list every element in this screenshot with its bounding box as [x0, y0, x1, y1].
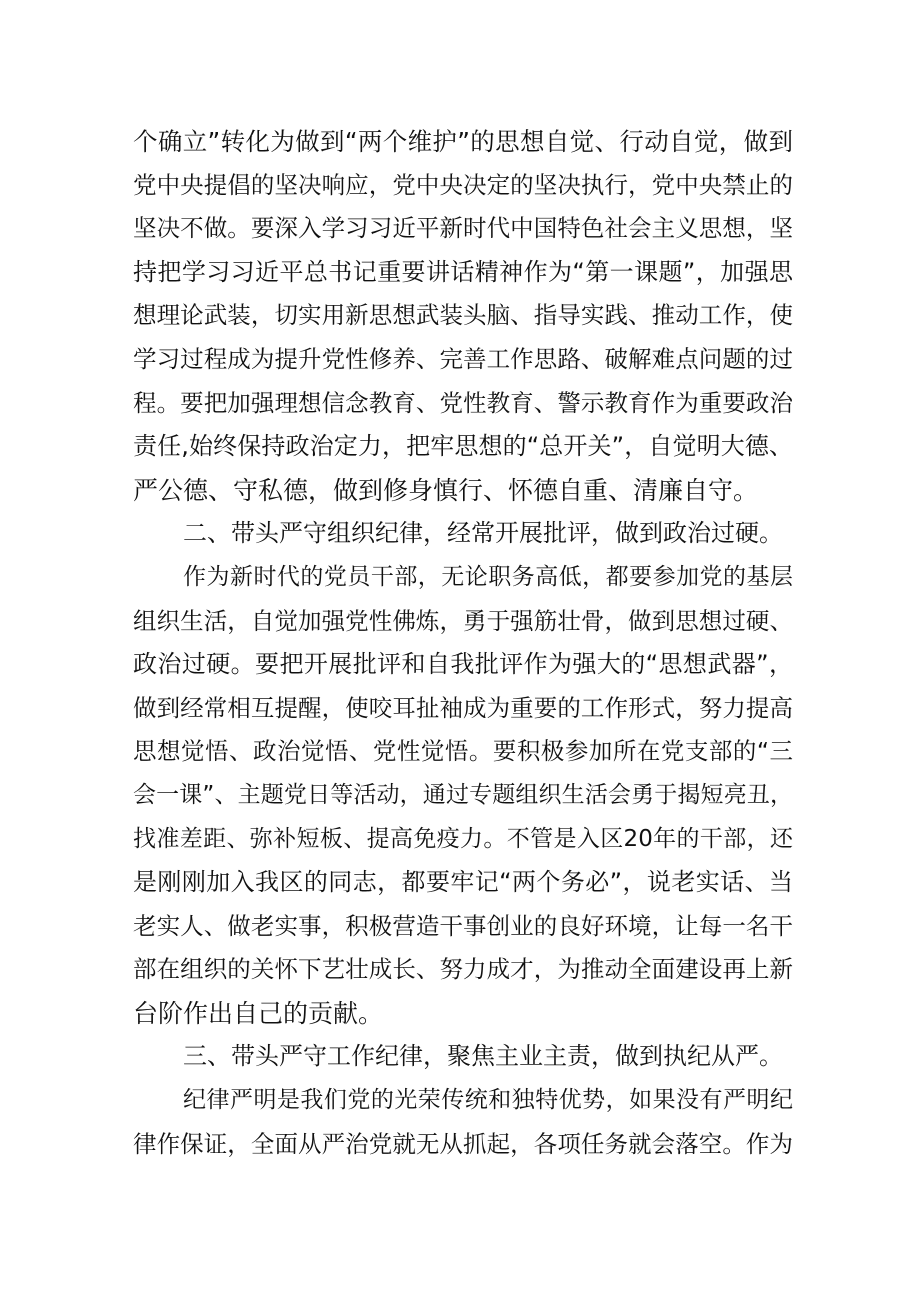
text-line: 老实人、做老实事，积极营造干事创业的良好环境，让每一名干	[133, 911, 793, 940]
paragraph-first-line: 二、带头严守组织纪律，经常开展批评，做到政治过硬。	[183, 519, 783, 548]
text-line: 政治过硬。要把开展批评和自我批评作为强大的“思想武器”，	[133, 650, 793, 679]
text-line: 学习过程成为提升党性修养、完善工作思路、破解难点问题的过	[133, 344, 793, 373]
text-line: 会一课”、主题党日等活动，通过专题组织生活会勇于揭短亮丑，	[133, 781, 793, 808]
text-line: 责任,始终保持政治定力，把牢思想的“总开关”，自觉明大德、	[133, 432, 793, 461]
text-line: 律作保证，全面从严治党就无从抓起，各项任务就会落空。作为	[133, 1129, 793, 1158]
text-line: 做到经常相互提醒，使咬耳扯袖成为重要的工作形式，努力提高	[133, 693, 793, 722]
text-line: 党中央提倡的坚决响应，党中央决定的坚决执行，党中央禁止的	[133, 170, 793, 199]
text-line: 想理论武装，切实用新思想武装头脑、指导实践、推动工作，使	[133, 301, 793, 330]
text-line: 部在组织的关怀下艺壮成长、努力成才，为推动全面建设再上新	[133, 955, 793, 984]
paragraph-first-line: 作为新时代的党员干部，无论职务高低，都要参加党的基层	[183, 563, 793, 590]
text-line: 台阶作出自己的贡献。	[133, 998, 384, 1028]
text-line: 严公德、守私德，做到修身慎行、怀德自重、清廉自守。	[133, 475, 759, 505]
text-line: 组织生活，自觉加强党性佛炼，勇于强筋壮骨，做到思想过硬、	[133, 606, 793, 635]
text-line: 是刚刚加入我区的同志，都要牢记“两个务必”，说老实话、当	[133, 868, 793, 897]
text-line: 持把学习习近平总书记重要讲话精神作为“第一课题”，加强思	[133, 257, 793, 286]
paragraph-first-line: 纪律严明是我们党的光荣传统和独特优势，如果没有严明纪	[183, 1087, 793, 1114]
text-line: 个确立”转化为做到“两个维护”的思想自觉、行动自觉，做到	[133, 127, 793, 156]
text-line: 思想觉悟、政治觉悟、党性觉悟。要积极参加所在党支部的“三	[133, 737, 793, 766]
paragraph-first-line: 三、带头严守工作纪律，聚焦主业主责，做到执纪从严。	[183, 1042, 783, 1071]
text-line: 坚决不做。要深入学习习近平新时代中国特色社会主义思想，坚	[133, 214, 793, 243]
text-line: 找准差距、弥补短板、提高免疫力。不管是入区20年的干部，还	[133, 825, 793, 852]
document-body	[133, 120, 793, 1166]
text-line: 程。要把加强理想信念教育、党性教育、警示教育作为重要政治	[133, 388, 793, 417]
